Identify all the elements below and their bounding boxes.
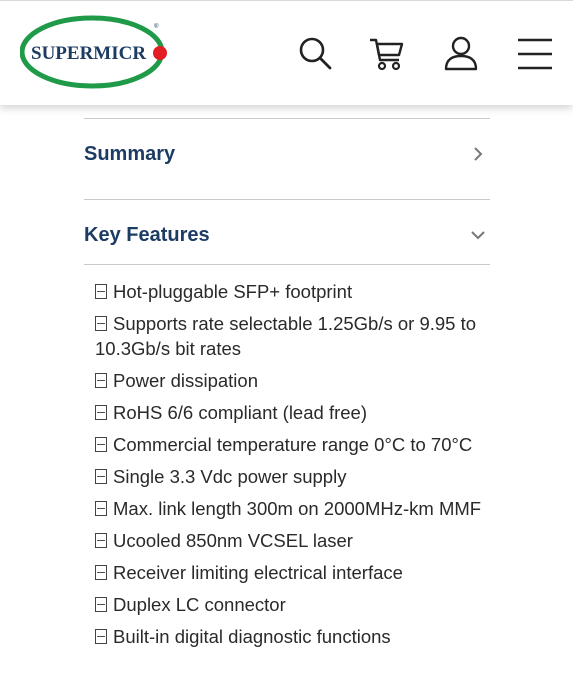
- missing-glyph-icon: [95, 501, 107, 516]
- list-item: Receiver limiting electrical interface: [95, 561, 495, 586]
- missing-glyph-icon: [95, 565, 107, 580]
- missing-glyph-icon: [95, 533, 107, 548]
- site-header: [0, 0, 573, 105]
- search-icon[interactable]: [297, 35, 337, 73]
- missing-glyph-icon: [95, 597, 107, 612]
- missing-glyph-icon: [95, 316, 107, 331]
- list-item: Supports rate selectable 1.25Gb/s or 9.95 to 10.3Gb/s bit rates: [95, 313, 477, 359]
- logo-text: SUPERMICR: [31, 43, 147, 64]
- missing-glyph-icon: [95, 284, 107, 299]
- list-item: Max. link length 300m on 2000MHz-km MMF: [95, 497, 495, 522]
- list-item: RoHS 6/6 compliant (lead free): [95, 401, 495, 426]
- list-item: Hot-pluggable SFP+ footprint: [95, 280, 495, 305]
- accordion-title: Summary: [84, 143, 176, 165]
- key-features-list: [95, 280, 495, 657]
- cart-icon[interactable]: [367, 35, 407, 73]
- chevron-down-icon: [470, 227, 486, 243]
- chevron-right-icon: [470, 146, 486, 162]
- list-item: Power dissipation: [95, 369, 495, 394]
- list-item: Commercial temperature range 0°C to 70°C: [95, 433, 495, 458]
- list-item: Duplex LC connector: [95, 593, 495, 618]
- missing-glyph-icon: [95, 629, 107, 644]
- user-icon[interactable]: [441, 35, 481, 73]
- missing-glyph-icon: [95, 373, 107, 388]
- list-item: Single 3.3 Vdc power supply: [95, 465, 495, 490]
- menu-icon[interactable]: [516, 35, 556, 73]
- accordion-key-features[interactable]: [84, 200, 490, 264]
- missing-glyph-icon: [95, 437, 107, 452]
- missing-glyph-icon: [95, 405, 107, 420]
- divider: [84, 264, 490, 265]
- accordion-title: Key Features: [84, 224, 210, 246]
- missing-glyph-icon: [95, 469, 107, 484]
- list-item: Ucooled 850nm VCSEL laser: [95, 529, 495, 554]
- supermicro-logo[interactable]: [20, 15, 170, 89]
- accordion-summary[interactable]: [84, 119, 490, 199]
- product-accordion: [84, 118, 490, 265]
- list-item: Built-in digital diagnostic functions: [95, 625, 495, 650]
- svg-text:®: ®: [154, 24, 159, 30]
